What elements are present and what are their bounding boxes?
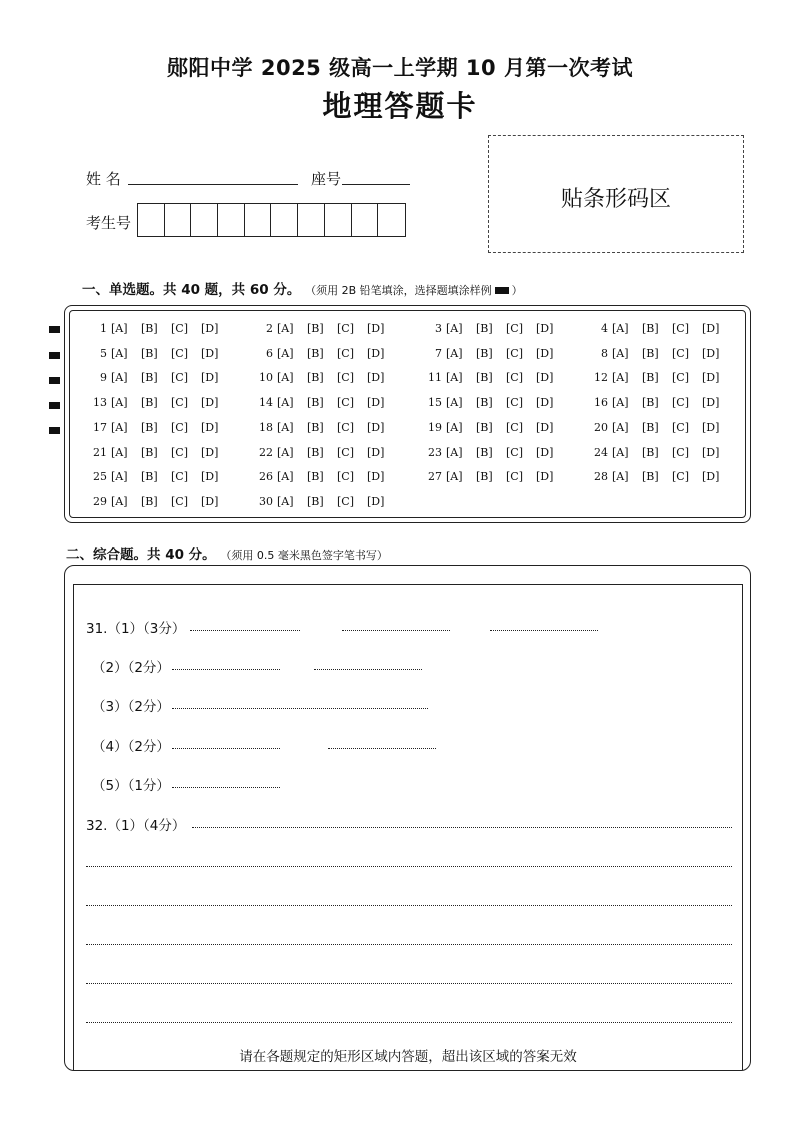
choice-question bbox=[93, 446, 231, 459]
option-a-bubble[interactable]: [A] bbox=[111, 322, 128, 335]
question-number: 14 bbox=[259, 396, 273, 410]
option-d-bubble[interactable]: [D] bbox=[536, 346, 554, 360]
option-a-bubble[interactable]: [A] bbox=[111, 371, 128, 385]
option-c-bubble[interactable]: [C] bbox=[171, 445, 188, 459]
option-b-bubble[interactable]: [B] bbox=[141, 420, 158, 434]
option-c-bubble[interactable]: [C] bbox=[672, 346, 689, 360]
choice-question bbox=[259, 322, 397, 335]
option-c-bubble[interactable]: [C] bbox=[337, 371, 354, 385]
choice-question bbox=[93, 322, 231, 335]
id-digit-cell[interactable] bbox=[298, 204, 325, 236]
option-b-bubble[interactable]: [B] bbox=[476, 322, 493, 335]
section2-note: （须用 0.5 毫米黑色签字笔书写） bbox=[220, 549, 388, 562]
option-c-bubble[interactable]: [C] bbox=[506, 371, 523, 385]
option-c-bubble[interactable]: [C] bbox=[672, 322, 689, 335]
q31-5-label: （5）（1分） bbox=[92, 778, 170, 794]
option-d-bubble[interactable]: [D] bbox=[367, 420, 385, 434]
option-d-bubble[interactable]: [D] bbox=[367, 494, 385, 508]
question-number: 12 bbox=[594, 371, 608, 385]
section1-title: 一、单选题。共 40 题，共 60 分。 bbox=[82, 282, 301, 298]
question-number: 17 bbox=[93, 420, 107, 434]
option-a-bubble[interactable]: [A] bbox=[277, 396, 294, 410]
option-a-bubble[interactable]: [A] bbox=[612, 371, 629, 385]
option-b-bubble[interactable]: [B] bbox=[307, 420, 324, 434]
option-d-bubble[interactable]: [D] bbox=[201, 322, 219, 335]
question-number: 21 bbox=[93, 445, 107, 459]
option-a-bubble[interactable]: [A] bbox=[612, 322, 629, 335]
option-c-bubble[interactable]: [C] bbox=[506, 420, 523, 434]
option-b-bubble[interactable]: [B] bbox=[476, 445, 493, 459]
question-number: 4 bbox=[601, 322, 608, 335]
option-b-bubble[interactable]: [B] bbox=[642, 322, 659, 335]
question-number: 18 bbox=[259, 420, 273, 434]
option-c-bubble[interactable]: [C] bbox=[337, 346, 354, 360]
question-number: 20 bbox=[594, 420, 608, 434]
choice-question bbox=[594, 371, 732, 384]
option-a-bubble[interactable]: [A] bbox=[612, 445, 629, 459]
question-number: 10 bbox=[259, 371, 273, 385]
answer-line[interactable] bbox=[314, 669, 422, 670]
choice-question bbox=[594, 347, 732, 360]
option-b-bubble[interactable]: [B] bbox=[642, 470, 659, 484]
option-d-bubble[interactable]: [D] bbox=[367, 322, 385, 335]
option-a-bubble[interactable]: [A] bbox=[446, 346, 463, 360]
choice-question bbox=[259, 347, 397, 360]
option-a-bubble[interactable]: [A] bbox=[111, 420, 128, 434]
option-a-bubble[interactable]: [A] bbox=[277, 420, 294, 434]
option-c-bubble[interactable]: [C] bbox=[171, 322, 188, 335]
option-a-bubble[interactable]: [A] bbox=[111, 470, 128, 484]
option-a-bubble[interactable]: [A] bbox=[612, 396, 629, 410]
timing-mark bbox=[49, 377, 60, 384]
choice-question bbox=[428, 371, 566, 384]
option-c-bubble[interactable]: [C] bbox=[337, 396, 354, 410]
choice-question bbox=[93, 495, 231, 508]
section2-title: 二、综合题。共 40 分。 bbox=[66, 547, 216, 563]
option-b-bubble[interactable]: [B] bbox=[141, 346, 158, 360]
option-b-bubble[interactable]: [B] bbox=[476, 470, 493, 484]
option-b-bubble[interactable]: [B] bbox=[141, 371, 158, 385]
option-c-bubble[interactable]: [C] bbox=[337, 470, 354, 484]
option-d-bubble[interactable]: [D] bbox=[201, 470, 219, 484]
option-c-bubble[interactable]: [C] bbox=[171, 470, 188, 484]
option-d-bubble[interactable]: [D] bbox=[702, 322, 720, 335]
answer-line[interactable] bbox=[342, 630, 450, 631]
choice-inner-frame bbox=[69, 310, 746, 518]
choice-question bbox=[93, 347, 231, 360]
option-a-bubble[interactable]: [A] bbox=[111, 445, 128, 459]
option-b-bubble[interactable]: [B] bbox=[642, 445, 659, 459]
seat-label: 座号 bbox=[311, 170, 342, 188]
option-d-bubble[interactable]: [D] bbox=[367, 371, 385, 385]
choice-question bbox=[594, 446, 732, 459]
option-c-bubble[interactable]: [C] bbox=[337, 445, 354, 459]
id-digit-cell[interactable] bbox=[138, 204, 165, 236]
option-d-bubble[interactable]: [D] bbox=[201, 346, 219, 360]
option-d-bubble[interactable]: [D] bbox=[536, 371, 554, 385]
choice-question bbox=[259, 470, 397, 483]
option-b-bubble[interactable]: [B] bbox=[307, 470, 324, 484]
option-b-bubble[interactable]: [B] bbox=[476, 346, 493, 360]
question-number: 13 bbox=[93, 396, 107, 410]
timing-mark bbox=[49, 326, 60, 333]
answer-line[interactable] bbox=[86, 905, 732, 906]
option-a-bubble[interactable]: [A] bbox=[277, 322, 294, 335]
timing-mark bbox=[49, 352, 60, 359]
option-d-bubble[interactable]: [D] bbox=[201, 420, 219, 434]
section1-note: （须用 2B 铅笔填涂，选择题填涂样例 bbox=[305, 284, 492, 297]
question-number: 7 bbox=[435, 346, 442, 360]
option-b-bubble[interactable]: [B] bbox=[476, 420, 493, 434]
question-number: 15 bbox=[428, 396, 442, 410]
question-number: 6 bbox=[266, 346, 273, 360]
question-number: 27 bbox=[428, 470, 442, 484]
option-a-bubble[interactable]: [A] bbox=[446, 371, 463, 385]
option-c-bubble[interactable]: [C] bbox=[171, 420, 188, 434]
option-b-bubble[interactable]: [B] bbox=[642, 346, 659, 360]
question-number: 25 bbox=[93, 470, 107, 484]
choice-question bbox=[259, 446, 397, 459]
option-d-bubble[interactable]: [D] bbox=[536, 420, 554, 434]
option-a-bubble[interactable]: [A] bbox=[111, 396, 128, 410]
answer-line[interactable] bbox=[86, 983, 732, 984]
section1-note-end: ） bbox=[511, 284, 523, 297]
choice-question bbox=[594, 396, 732, 409]
q31-3-label: （3）（2分） bbox=[92, 699, 170, 715]
option-d-bubble[interactable]: [D] bbox=[367, 396, 385, 410]
choice-question bbox=[259, 421, 397, 434]
option-a-bubble[interactable]: [A] bbox=[612, 470, 629, 484]
question-number: 9 bbox=[100, 371, 107, 385]
option-d-bubble[interactable]: [D] bbox=[702, 396, 720, 410]
choice-question bbox=[428, 446, 566, 459]
option-b-bubble[interactable]: [B] bbox=[476, 396, 493, 410]
choice-question bbox=[428, 470, 566, 483]
option-a-bubble[interactable]: [A] bbox=[277, 445, 294, 459]
choice-question bbox=[428, 347, 566, 360]
question-number: 29 bbox=[93, 494, 107, 508]
choice-question bbox=[93, 470, 231, 483]
option-d-bubble[interactable]: [D] bbox=[536, 322, 554, 335]
answer-sheet-title: 地理答题卡 bbox=[322, 89, 478, 123]
id-digit-cell[interactable] bbox=[245, 204, 272, 236]
question-number: 1 bbox=[100, 322, 107, 335]
option-a-bubble[interactable]: [A] bbox=[446, 445, 463, 459]
choice-question bbox=[428, 322, 566, 335]
option-b-bubble[interactable]: [B] bbox=[476, 371, 493, 385]
answer-line[interactable] bbox=[172, 787, 280, 788]
option-d-bubble[interactable]: [D] bbox=[702, 371, 720, 385]
question-number: 11 bbox=[428, 371, 442, 385]
q32-1-label: 32.（1）（4分） bbox=[86, 818, 186, 834]
option-b-bubble[interactable]: [B] bbox=[141, 470, 158, 484]
question-number: 3 bbox=[435, 322, 442, 335]
choice-question bbox=[259, 396, 397, 409]
section2-header bbox=[66, 543, 388, 563]
option-c-bubble[interactable]: [C] bbox=[672, 396, 689, 410]
choice-question bbox=[428, 396, 566, 409]
choice-question bbox=[93, 396, 231, 409]
option-c-bubble[interactable]: [C] bbox=[672, 371, 689, 385]
option-c-bubble[interactable]: [C] bbox=[506, 396, 523, 410]
answer-line[interactable] bbox=[86, 944, 732, 945]
option-b-bubble[interactable]: [B] bbox=[307, 445, 324, 459]
option-d-bubble[interactable]: [D] bbox=[536, 445, 554, 459]
answer-area-notice: 请在各题规定的矩形区域内答题，超出该区域的答案无效 bbox=[239, 1049, 577, 1065]
answer-line[interactable] bbox=[172, 669, 280, 670]
answer-line[interactable] bbox=[192, 827, 732, 828]
option-c-bubble[interactable]: [C] bbox=[506, 445, 523, 459]
option-c-bubble[interactable]: [C] bbox=[171, 494, 188, 508]
choice-question bbox=[259, 371, 397, 384]
option-c-bubble[interactable]: [C] bbox=[506, 322, 523, 335]
choice-question bbox=[428, 421, 566, 434]
q31-4-label: （4）（2分） bbox=[92, 739, 170, 755]
option-a-bubble[interactable]: [A] bbox=[277, 346, 294, 360]
option-b-bubble[interactable]: [B] bbox=[141, 494, 158, 508]
option-d-bubble[interactable]: [D] bbox=[702, 420, 720, 434]
option-d-bubble[interactable]: [D] bbox=[201, 494, 219, 508]
id-digit-cell[interactable] bbox=[325, 204, 352, 236]
question-number: 2 bbox=[266, 322, 273, 335]
option-b-bubble[interactable]: [B] bbox=[642, 371, 659, 385]
question-number: 19 bbox=[428, 420, 442, 434]
option-d-bubble[interactable]: [D] bbox=[367, 346, 385, 360]
question-number: 8 bbox=[601, 346, 608, 360]
question-number: 23 bbox=[428, 445, 442, 459]
option-c-bubble[interactable]: [C] bbox=[672, 420, 689, 434]
fill-sample-mark bbox=[495, 287, 509, 294]
option-d-bubble[interactable]: [D] bbox=[702, 346, 720, 360]
id-digit-cell[interactable] bbox=[218, 204, 245, 236]
answer-line[interactable] bbox=[190, 630, 300, 631]
choice-question bbox=[594, 322, 732, 335]
q31-1-label: 31.（1）（3分） bbox=[86, 621, 186, 637]
timing-mark bbox=[49, 402, 60, 409]
seat-field[interactable] bbox=[342, 184, 410, 185]
option-b-bubble[interactable]: [B] bbox=[307, 322, 324, 335]
choice-question bbox=[594, 421, 732, 434]
option-a-bubble[interactable]: [A] bbox=[446, 420, 463, 434]
id-digit-cell[interactable] bbox=[165, 204, 192, 236]
answer-line[interactable] bbox=[490, 630, 598, 631]
option-a-bubble[interactable]: [A] bbox=[446, 396, 463, 410]
option-a-bubble[interactable]: [A] bbox=[111, 346, 128, 360]
option-a-bubble[interactable]: [A] bbox=[111, 494, 128, 508]
option-d-bubble[interactable]: [D] bbox=[702, 445, 720, 459]
option-c-bubble[interactable]: [C] bbox=[672, 445, 689, 459]
option-b-bubble[interactable]: [B] bbox=[141, 396, 158, 410]
id-digit-cell[interactable] bbox=[352, 204, 379, 236]
option-b-bubble[interactable]: [B] bbox=[141, 445, 158, 459]
question-number: 22 bbox=[259, 445, 273, 459]
option-a-bubble[interactable]: [A] bbox=[277, 470, 294, 484]
option-a-bubble[interactable]: [A] bbox=[612, 420, 629, 434]
question-number: 16 bbox=[594, 396, 608, 410]
option-b-bubble[interactable]: [B] bbox=[307, 371, 324, 385]
barcode-area bbox=[488, 135, 744, 253]
option-d-bubble[interactable]: [D] bbox=[201, 396, 219, 410]
question-number: 24 bbox=[594, 445, 608, 459]
question-number: 5 bbox=[100, 346, 107, 360]
choice-question bbox=[259, 495, 397, 508]
exam-title: 郧阳中学 2025 级高一上学期 10 月第一次考试 bbox=[167, 56, 633, 80]
option-c-bubble[interactable]: [C] bbox=[506, 346, 523, 360]
timing-mark bbox=[49, 427, 60, 434]
option-b-bubble[interactable]: [B] bbox=[141, 322, 158, 335]
choice-question bbox=[594, 470, 732, 483]
answer-line[interactable] bbox=[172, 748, 280, 749]
student-id-grid[interactable] bbox=[137, 203, 406, 237]
option-d-bubble[interactable]: [D] bbox=[367, 445, 385, 459]
option-d-bubble[interactable]: [D] bbox=[201, 445, 219, 459]
option-b-bubble[interactable]: [B] bbox=[307, 346, 324, 360]
section1-header bbox=[82, 278, 523, 298]
choice-question bbox=[93, 371, 231, 384]
answer-line[interactable] bbox=[86, 1022, 732, 1023]
option-a-bubble[interactable]: [A] bbox=[277, 494, 294, 508]
question-number: 26 bbox=[259, 470, 273, 484]
answer-line[interactable] bbox=[328, 748, 436, 749]
student-id-label: 考生号 bbox=[86, 214, 132, 232]
option-b-bubble[interactable]: [B] bbox=[642, 420, 659, 434]
option-a-bubble[interactable]: [A] bbox=[277, 371, 294, 385]
id-digit-cell[interactable] bbox=[271, 204, 298, 236]
option-c-bubble[interactable]: [C] bbox=[171, 396, 188, 410]
option-c-bubble[interactable]: [C] bbox=[171, 346, 188, 360]
question-number: 28 bbox=[594, 470, 608, 484]
id-digit-cell[interactable] bbox=[191, 204, 218, 236]
option-d-bubble[interactable]: [D] bbox=[702, 470, 720, 484]
answer-line[interactable] bbox=[172, 708, 428, 709]
choice-question bbox=[93, 421, 231, 434]
option-c-bubble[interactable]: [C] bbox=[506, 470, 523, 484]
option-b-bubble[interactable]: [B] bbox=[307, 396, 324, 410]
option-b-bubble[interactable]: [B] bbox=[642, 396, 659, 410]
option-a-bubble[interactable]: [A] bbox=[612, 346, 629, 360]
option-c-bubble[interactable]: [C] bbox=[171, 371, 188, 385]
option-b-bubble[interactable]: [B] bbox=[307, 494, 324, 508]
option-a-bubble[interactable]: [A] bbox=[446, 322, 463, 335]
option-c-bubble[interactable]: [C] bbox=[337, 494, 354, 508]
option-d-bubble[interactable]: [D] bbox=[536, 396, 554, 410]
option-c-bubble[interactable]: [C] bbox=[337, 420, 354, 434]
option-d-bubble[interactable]: [D] bbox=[201, 371, 219, 385]
id-digit-cell[interactable] bbox=[378, 204, 405, 236]
option-d-bubble[interactable]: [D] bbox=[367, 470, 385, 484]
option-c-bubble[interactable]: [C] bbox=[337, 322, 354, 335]
option-a-bubble[interactable]: [A] bbox=[446, 470, 463, 484]
barcode-label: 贴条形码区 bbox=[560, 187, 671, 212]
option-d-bubble[interactable]: [D] bbox=[536, 470, 554, 484]
name-label: 姓 名 bbox=[86, 170, 121, 188]
answer-line[interactable] bbox=[86, 866, 732, 867]
q31-2-label: （2）（2分） bbox=[92, 660, 170, 676]
question-number: 30 bbox=[259, 494, 273, 508]
name-field[interactable] bbox=[128, 184, 298, 185]
option-c-bubble[interactable]: [C] bbox=[672, 470, 689, 484]
